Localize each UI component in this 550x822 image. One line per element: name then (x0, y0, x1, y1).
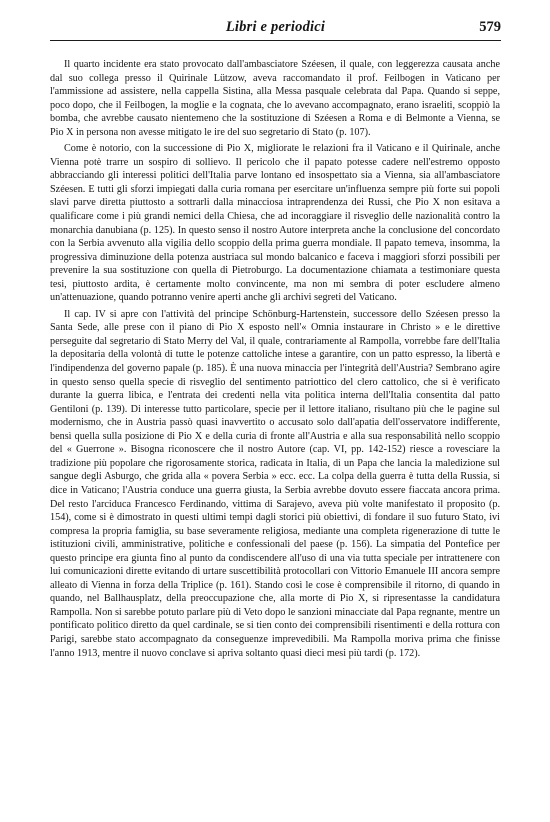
body-text (50, 58, 500, 660)
running-header (50, 18, 501, 41)
header-title: Libri e periodici (225, 19, 326, 35)
paragraph-ambassador-incident: Il quarto incidente era stato provocato dall'ambasciatore Széesen, il quale, con leggerezza causata anche dal suo collega presso il Quirinale Lützow, aveva raccomandato il prof. Feilbogen in Vaticano per l'ammissione ad assistere, nella cappella Sistina, alla Messa pasquale celebrata dal Papa. Quando si seppe, poco dopo, che il Feilbogen, la moglie e la cognata, che lo avevano accompagnato, erano israeliti, scoppiò la bomba, che avrebbe causato nientemeno che la sostituzione di Széesen a Roma e di Belmonte a Vienna, se Pio X in persona non avesse mitigato le ire del suo segretario di Stato (p. 107). (50, 59, 500, 138)
page-number: 579 (479, 19, 501, 35)
paragraph-pius-x-succession: Come è notorio, con la successione di Pio X, migliorate le relazioni fra il Vaticano e il Quirinale, anche Vienna potè trarre un sospiro di sollievo. Il pericolo che il papato potesse cadere nell'estremo opposto abbracciando gli interessi politici dell'Italia parve lontano ed insospettato sia a Vienna, sia all'ambasciatore Széesen. E tutti gli sforzi impiegati dalla curia romana per esercitare un'influenza sempre più forte sui popoli slavi parve diretta piuttosto a sottrarli dalla minacciosa intraprendenza dei Russi, che Pio X non esitava a qualificare come i più grandi nemici della Chiesa, che ad incoraggiare il risveglio delle nazionalità contro la monarchia danubiana (p. 125). In questo senso il nostro Autore interpreta anche la conclusione del concordato con la Serbia avvenuto alla vigilia dello scoppio della prima guerra mondiale. Il papato temeva, insomma, la progressiva diminuzione della potenza austriaca sul mondo balcanico e faceva i maggiori sforzi possibili per prevenire la sua sostituzione con quella di Pietroburgo. La documentazione chiamata a testimoniare questa tesi, piuttosto ardita, è certamente molto convincente, ma non mi sembra di poter escludere almeno un'attenuazione, quando potranno venire aperti anche gli archivi segreti del Vaticano. (50, 143, 500, 304)
paragraph-chapter-iv: Il cap. IV si apre con l'attività del principe Schönburg-Hartenstein, successore dello Széesen presso la Santa Sede, alle prese con il piano di Pio X esposto nell'« Omnia instaurare in Christo » e le direttive perseguite dal segretario di Stato Merry del Val, il quale, contrariamente al Rampolla, vorrebbe fare dell'Italia la depositaria della volontà di tutte le potenze cattoliche intese a garantire, con un patto espresso, la libertà e l'indipendenza del governo papale (p. 185). È una nuova minaccia per l'integrità dell'Austria? Sembrano agire in questo senso quella specie di risveglio del sentimento patriottico del clero cattolico, che si è verificato durante la guerra libica, e l'entrata dei credenti nella vita politica interna dell'Italia consentita dal patto Gentiloni (p. 139). Di interesse tutto particolare, specie per il lettore italiano, risultano più che le pagine sul modernismo, che in Austria passò quasi inavvertito o accusato solo dall'apatia dell'osservatore indifferente, bensì quella sulla posizione di Pio X e della curia di fronte all'Austria e alla sua responsabilità nello scoppio del « Guerrone ». Bisogna riconoscere che il nostro Autore (cap. VI, pp. 142-152) riesce a rovesciare la tradizione più popolare che rigorosamente storica, radicata in Italia, di un Papa che lancia la maledizione sul sangue degli Asburgo, che grida alla « povera Serbia » ecc. ecc. La colpa della guerra è tutta della Russia, si dice in Vaticano; l'Austria conduce una guerra giusta, la Serbia avrebbe dovuto essere fiaccata ancora prima. Del resto l'arciduca Francesco Ferdinando, vittima di Sarajevo, aveva più volte manifestato il proposito (p. 154), come si è dimostrato in questi ultimi tempi dagli storici più obiettivi, di fondare il suo futuro Stato, ivi compresa la propria famiglia, su base severamente religiosa, mediante una completa rigenerazione di tutte le istituzioni civili, amministrative, politiche e confessionali del paese (p. 156). La simpatia del Pontefice per questo principe era giunta fino al punto da condiscendere all'uso di una via tutta speciale per intrattenere con lui comunicazioni dirette evitando di urtare suscettibilità protocollari con Vittorio Emanuele III ancora sempre alleato di Vienna in forza della Triplice (p. 161). Stando così le cose è comprensibile il ritorno, di quando in quando, nel Ballhausplatz, della preoccupazione che, alla morte di Pio X, si ripresentasse la candidatura Rampolla. Non si sarebbe potuto parlare più di Veto dopo le sanzioni minacciate dal Papa regnante, mentre un pontificato politico diretto da quel cardinale, se si tien conto dei comprensibili risentimenti e della rottura con Parigi, sarebbe stato accompagnato da conseguenze imprevedibili. Ma Rampolla moriva prima che finisse l'anno 1913, mentre il nuovo conclave si apriva soltanto quasi dieci mesi più tardi (p. 172). (50, 308, 500, 659)
